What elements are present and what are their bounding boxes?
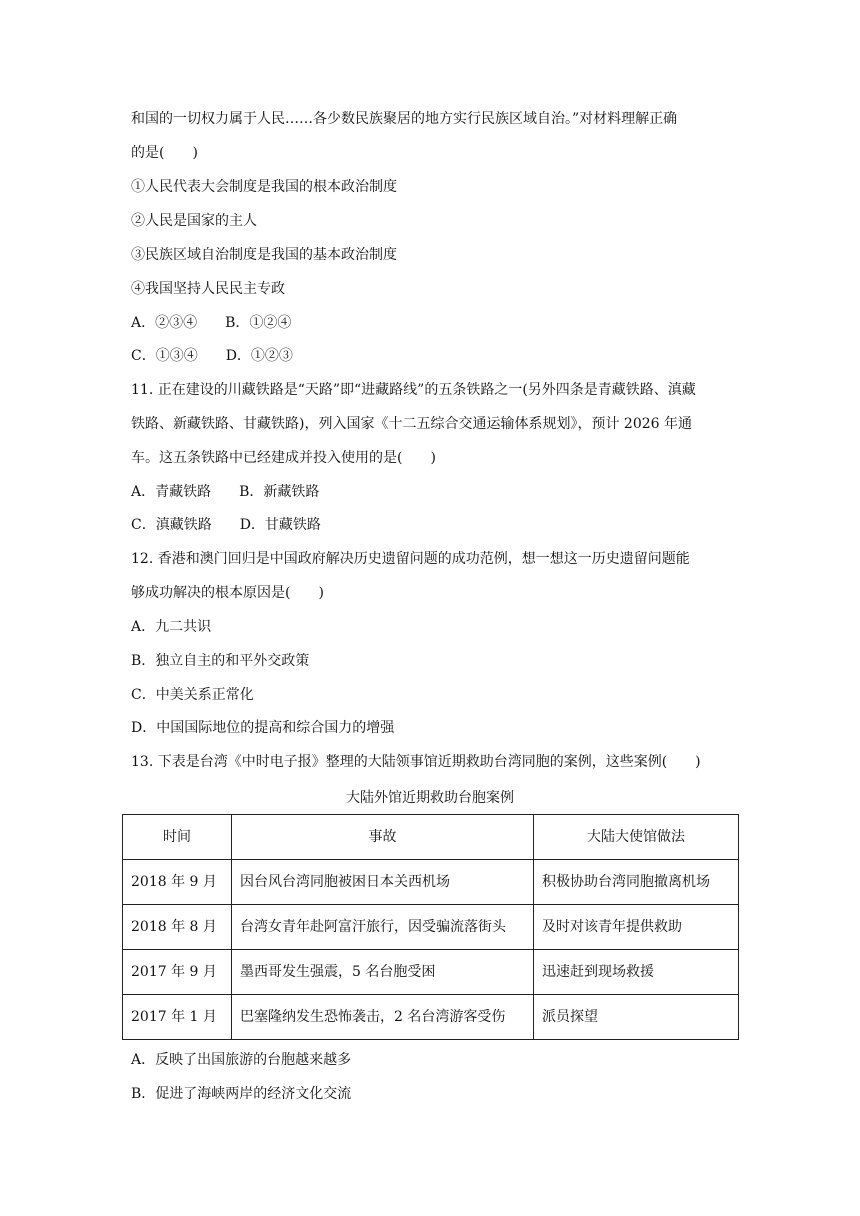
table-cell: 巴塞隆纳发生恐怖袭击，2 名台湾游客受伤 [232,995,534,1040]
answer-option-d: D．中国国际地位的提高和综合国力的增强 [131,720,395,736]
option-statement-2: ②人民是国家的主人 [131,213,257,229]
option-statement-4: ④我国坚持人民民主专政 [131,281,285,297]
answer-option-b: B．促进了海峡两岸的经济文化交流 [131,1086,352,1102]
table-header-cell: 时间 [123,815,232,860]
table-cell: 及时对该青年提供救助 [534,905,739,950]
question-13: 13. 下表是台湾《中时电子报》整理的大陆领事馆近期救助台湾同胞的案例，这些案例( ) [131,754,701,770]
question-11: 11. 正在建设的川藏铁路是“天路”即“进藏路线”的五条铁路之一(另外四条是青藏铁路、滇藏 [131,382,696,398]
table-cell: 迅速赶到现场救援 [534,950,739,995]
text-line: 车。这五条铁路中已经建成并投入使用的是( ) [131,450,436,466]
cases-table [122,814,739,1040]
table-row [123,905,739,950]
table-cell: 2017 年 9 月 [123,950,232,995]
table-cell: 2018 年 9 月 [123,860,232,905]
table-row [123,860,739,905]
table-cell: 2017 年 1 月 [123,995,232,1040]
table-caption: 大陆外馆近期救助台胞案例 [346,790,514,806]
table-cell: 台湾女青年赴阿富汗旅行，因受骗流落街头 [232,905,534,950]
option-statement-3: ③民族区域自治制度是我国的基本政治制度 [131,247,397,263]
table-header-cell: 大陆大使馆做法 [534,815,739,860]
answer-options: A．②③④ B．①②④ [131,315,292,331]
table-cell: 积极协助台湾同胞撤离机场 [534,860,739,905]
text-line: 够成功解决的根本原因是( ) [131,585,324,601]
text-line: 的是( ) [131,145,198,161]
answer-option-a: A．九二共识 [131,619,212,635]
table-row [123,995,739,1040]
question-12: 12. 香港和澳门回归是中国政府解决历史遗留问题的成功范例，想一想这一历史遗留问题能 [131,551,690,567]
table-cell: 因台风台湾同胞被困日本关西机场 [232,860,534,905]
table-cell: 墨西哥发生强震，5 名台胞受困 [232,950,534,995]
table-row [123,950,739,995]
answer-option-c: C．中美关系正常化 [131,687,254,703]
text-line: 和国的一切权力属于人民……各少数民族聚居的地方实行民族区域自治。”对材料理解正确 [131,111,678,127]
text-line: 铁路、新藏铁路、甘藏铁路)，列入国家《十二五综合交通运输体系规划》，预计 2026 年通 [131,416,692,432]
option-statement-1: ①人民代表大会制度是我国的根本政治制度 [131,179,397,195]
table-header-cell: 事故 [232,815,534,860]
table-header-row [123,815,739,860]
answer-options: C．滇藏铁路 D．甘藏铁路 [131,517,321,533]
answer-options: A．青藏铁路 B．新藏铁路 [131,484,320,500]
table-cell: 派员探望 [534,995,739,1040]
table-cell: 2018 年 8 月 [123,905,232,950]
answer-options: C．①③④ D．①②③ [131,348,293,364]
answer-option-a: A．反映了出国旅游的台胞越来越多 [131,1052,352,1068]
answer-option-b: B．独立自主的和平外交政策 [131,653,310,669]
